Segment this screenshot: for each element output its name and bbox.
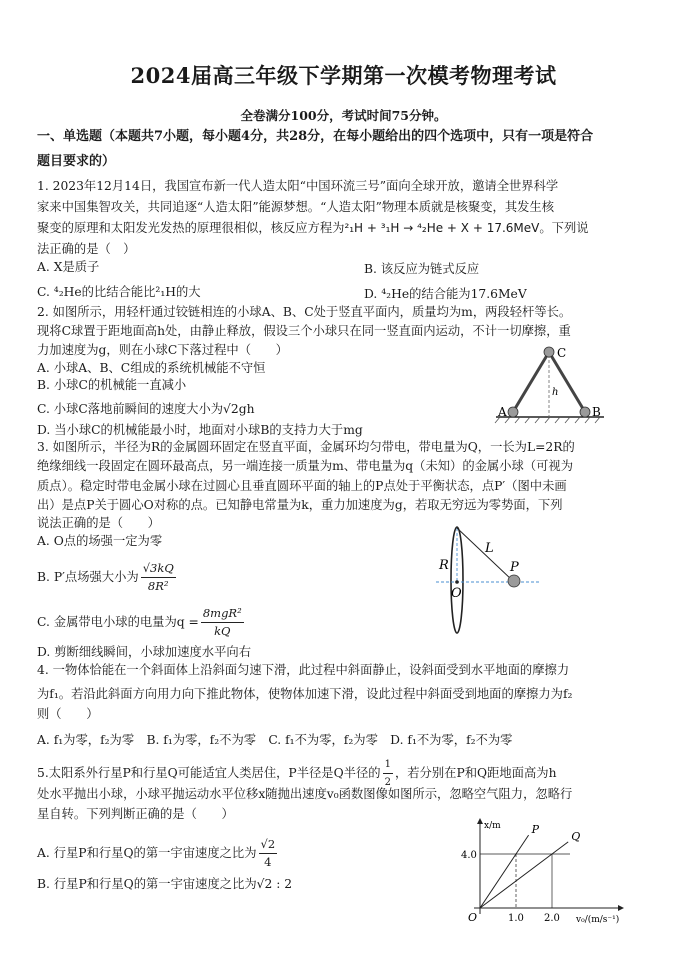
- label-h: h: [552, 387, 559, 398]
- q3-line3: 质点）。稳定时带电金属小球在过圆心且垂直圆环平面的轴上的P点处于平衡状态，点P′（图中未画: [37, 479, 567, 493]
- q3-line1: 3. 如图所示，半径为R的金属圆环固定在竖直平面，金属环均匀带电，带电量为Q，一长为L=2R的: [37, 440, 575, 454]
- fraction-denominator: kQ: [214, 624, 231, 638]
- label-a: A: [498, 405, 507, 419]
- label-l: L: [485, 541, 494, 556]
- q5-line2: 处水平抛出小球，小球平抛运动水平位移x随抛出速度v₀函数图像如图所示，忽略空气阻力，忽略行: [37, 787, 573, 801]
- q4-options: A. f₁为零，f₂为零 B. f₁为零，f₂不为零 C. f₁不为零，f₂为零 D. f₁不为零，f₂不为零: [37, 733, 513, 747]
- label-r: R: [439, 558, 449, 573]
- section-heading: 一、单选题（本题共7小题，每小题4分，共28分，在每小题给出的四个选项中，只有一项是符合: [37, 129, 594, 144]
- q2-option-a: A. 小球A、B、C组成的系统机械能不守恒: [37, 361, 266, 375]
- ball-p: [508, 575, 520, 587]
- fraction-numerator: √3kQ: [141, 560, 176, 578]
- ball-b: [580, 407, 590, 417]
- rod-bc: [549, 352, 585, 412]
- q4-line2: 为f₁。若沿此斜面方向用力向下推此物体，使物体加速下滑，设此过程中斜面受到地面的摩擦力为f₂: [37, 687, 573, 701]
- q3-option-c: [37, 605, 246, 640]
- q3-line4: 出）是点P关于圆心O对称的点。已知静电常量为k，重力加速度为g，若取无穷远为零势面，下列: [37, 498, 563, 512]
- label-o: O: [451, 586, 462, 601]
- fraction-numerator: 1: [383, 756, 393, 774]
- q1-option-c: C. ⁴₂He的比结合能比²₁H的大: [37, 285, 201, 299]
- q5-line1-text: 5.太阳系外行星P和行星Q可能适宜人类居住，P半径是Q半径的: [37, 766, 381, 780]
- q2-line3: 力加速度为g，则在小球C下落过程中（ ）: [37, 343, 288, 357]
- q3-option-a: A. O点的场强一定为零: [37, 534, 163, 548]
- q3-line5: 说法正确的是（ ）: [37, 516, 160, 530]
- q3-option-b-text: B. P′点场强大小为: [37, 570, 139, 584]
- x-axis-arrow: [618, 905, 624, 911]
- label-c: C: [557, 346, 567, 360]
- q5-xv-graph: [458, 818, 628, 924]
- y-tick-label: 4.0: [461, 850, 477, 861]
- series-line-Q: [480, 842, 568, 908]
- fraction-numerator: 8mgR²: [201, 605, 244, 623]
- exam-title: 2024届高三年级下学期第一次模考物理考试: [130, 63, 557, 88]
- q5-line3: 星自转。下列判断正确的是（ ）: [37, 807, 234, 821]
- q4-line1: 4. 一物体恰能在一个斜面体上沿斜面匀速下滑，此过程中斜面静止，设斜面受到水平地面的摩擦力: [37, 663, 570, 677]
- q1-line3-end: 。下列说: [539, 221, 589, 235]
- guide-lines: [480, 854, 570, 908]
- q3-option-d: D. 剪断细线瞬间，小球加速度水平向右: [37, 645, 251, 659]
- fraction-numerator: √2: [259, 836, 278, 854]
- q5-option-a-fraction: [259, 836, 278, 871]
- ground-hatching: [495, 417, 600, 423]
- x-axis-label: v₀/(m/s⁻¹): [576, 915, 620, 924]
- q3-option-b: [37, 560, 178, 595]
- q1-option-a: A. X是质子: [37, 260, 100, 274]
- q5-option-a: [37, 836, 279, 871]
- q2-option-c: C. 小球C落地前瞬间的速度大小为√2gh: [37, 402, 255, 416]
- fraction-denominator: 8R²: [147, 579, 169, 593]
- q5-option-a-text: A. 行星P和行星Q的第一宇宙速度之比为: [37, 846, 257, 860]
- q2-line2: 现将C球置于距地面高h处，由静止释放，假设三个小球只在同一竖直面内运动，不计一切摩擦，重: [37, 324, 571, 338]
- q3-option-c-fraction: [201, 605, 244, 640]
- q3-option-b-fraction: [141, 560, 176, 595]
- y-axis-arrow: [477, 818, 483, 824]
- q1-line1: 1. 2023年12月14日，我国宣布新一代人造太阳“中国环流三号”面向全球开放，邀请全世界科学: [37, 179, 559, 193]
- exam-subtitle: 全卷满分100分，考试时间75分钟。: [240, 108, 447, 123]
- q5-option-b: B. 行星P和行星Q的第一宇宙速度之比为√2 : 2: [37, 877, 293, 891]
- q3-figure: [430, 523, 550, 638]
- fraction-denominator: 2: [384, 777, 391, 788]
- q1-option-b: B. 该反应为链式反应: [364, 262, 480, 276]
- x-tick-label: 1.0: [508, 913, 524, 924]
- label-p: P: [510, 560, 519, 575]
- q2-line1: 2. 如图所示，用轻杆通过铰链相连的小球A、B、C处于竖直平面内，质量均为m，两段轻杆等长。: [37, 305, 572, 319]
- q1-option-d: D. ⁴₂He的结合能为17.6MeV: [364, 287, 527, 301]
- q5-line1-end: ，若分别在P和Q距地面高为h: [394, 766, 557, 780]
- q2-option-d: D. 当小球C的机械能最小时，地面对小球B的支持力大于mg: [37, 423, 363, 437]
- q2-figure: [490, 343, 610, 425]
- q3-line2: 绝缘细线一段固定在圆环最高点，另一端连接一质量为m、带电量为q（未知）的金属小球（可视为: [37, 459, 574, 473]
- x-tick-label: 2.0: [544, 913, 560, 924]
- q1-line3-text: 聚变的原理和太阳发光发热的原理很相似，核反应方程为: [37, 221, 345, 235]
- fraction-denominator: 4: [264, 855, 272, 869]
- ball-a: [508, 407, 518, 417]
- q1-line2: 家来中国集智攻关，共同追逐“人造太阳”能源梦想。“人造太阳”物理本质就是核聚变，其发生核: [37, 200, 555, 214]
- center-point: [455, 580, 459, 584]
- series-group: [480, 823, 580, 908]
- q1-line3: [37, 220, 589, 237]
- q1-line4: 法正确的是（ ）: [37, 242, 136, 256]
- q4-line3: 则（ ）: [37, 707, 99, 721]
- q3-option-c-text: C. 金属带电小球的电量为q =: [37, 615, 199, 629]
- y-axis-label: x/m: [484, 821, 501, 831]
- series-label-P: P: [531, 823, 540, 837]
- series-label-Q: Q: [571, 829, 581, 843]
- origin-label: O: [468, 911, 478, 924]
- q2-option-b: B. 小球C的机械能一直减小: [37, 378, 187, 392]
- label-b: B: [592, 405, 601, 419]
- ball-c: [544, 347, 554, 357]
- section-heading-cont: 题目要求的）: [37, 154, 116, 169]
- q1-equation: ²₁H + ³₁H → ⁴₂He + X + 17.6MeV: [344, 221, 540, 235]
- rod-ac: [513, 352, 549, 412]
- series-line-P: [480, 835, 529, 908]
